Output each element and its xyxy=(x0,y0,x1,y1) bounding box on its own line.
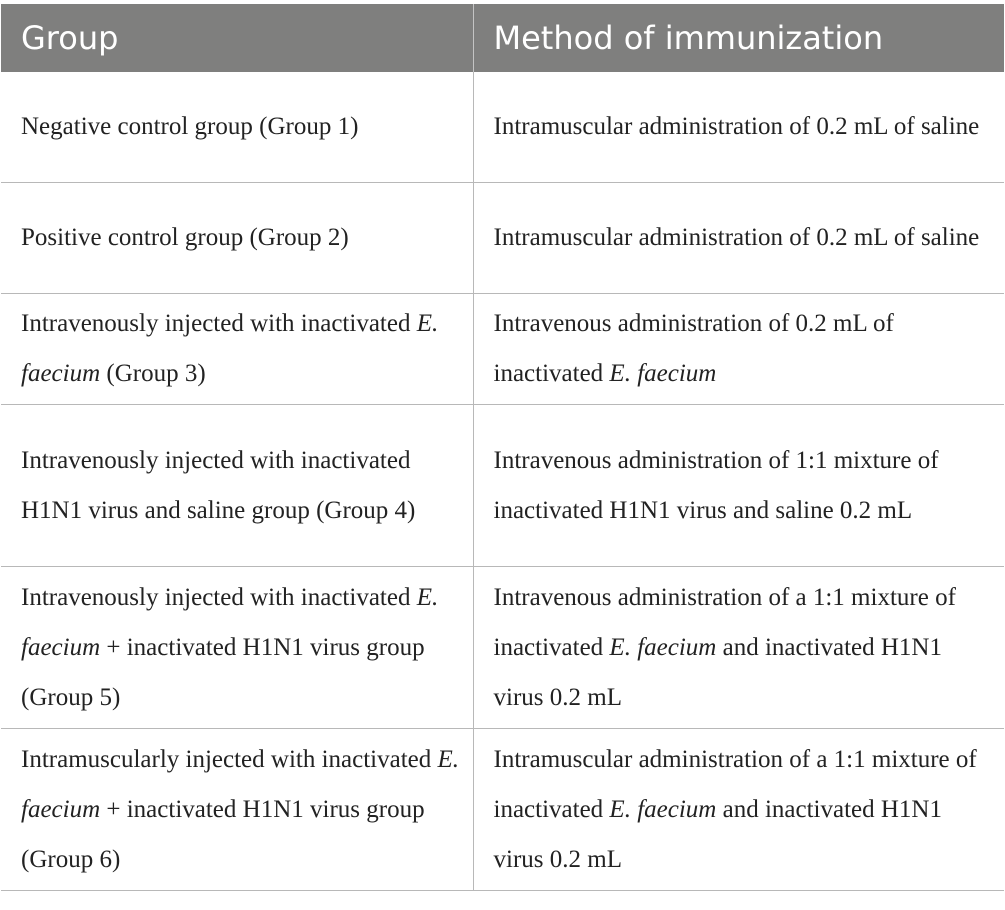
method-cell xyxy=(473,729,1004,891)
table-body xyxy=(1,72,1004,891)
column-header-group: Group xyxy=(1,4,473,72)
header-row xyxy=(1,4,1004,72)
table-row xyxy=(1,294,1004,405)
group-cell: Intravenously injected with inactivated H1N1 virus and saline group (Group 4) xyxy=(1,405,473,567)
group-text: (Group 3) xyxy=(106,360,206,387)
group-cell: Negative control group (Group 1) xyxy=(1,72,473,183)
species-name: E. faecium xyxy=(609,360,717,387)
table-header xyxy=(1,4,1004,72)
group-cell: Positive control group (Group 2) xyxy=(1,183,473,294)
method-text: Intravenous administration of a 1:1 mixture of inactivated xyxy=(493,583,956,661)
table-row xyxy=(1,72,1004,183)
group-text: Intravenously injected with inactivated xyxy=(21,310,411,337)
species-name: E. faecium xyxy=(21,583,439,661)
group-cell xyxy=(1,729,473,891)
species-name: E. faecium xyxy=(609,795,717,823)
method-cell xyxy=(473,567,1004,729)
table-row xyxy=(1,183,1004,294)
method-cell: Intramuscular administration of 0.2 mL of saline xyxy=(473,183,1004,294)
immunization-table xyxy=(1,4,1004,891)
table-row xyxy=(1,405,1004,567)
group-cell xyxy=(1,567,473,729)
method-text: Intravenous administration of 0.2 mL of inactivated xyxy=(493,310,894,387)
method-cell: Intravenous administration of 1:1 mixture of inactivated H1N1 virus and saline 0.2 mL xyxy=(473,405,1004,567)
method-cell xyxy=(473,294,1004,405)
species-name: E. faecium xyxy=(21,745,460,823)
group-text: Intravenously injected with inactivated xyxy=(21,583,411,611)
method-text: and inactivated H1N1 virus 0.2 mL xyxy=(493,795,942,873)
species-name: E. faecium xyxy=(609,633,717,661)
method-cell: Intramuscular administration of 0.2 mL of saline xyxy=(473,72,1004,183)
method-text: Intramuscular administration of a 1:1 mixture of inactivated xyxy=(493,745,977,823)
group-text: + inactivated H1N1 virus group (Group 5) xyxy=(21,633,425,711)
species-name: E. faecium xyxy=(21,310,439,387)
method-text: and inactivated H1N1 virus 0.2 mL xyxy=(493,633,942,711)
table-row xyxy=(1,567,1004,729)
table-row xyxy=(1,729,1004,891)
group-cell xyxy=(1,294,473,405)
group-text: Intramuscularly injected with inactivated xyxy=(21,745,432,773)
group-text: + inactivated H1N1 virus group (Group 6) xyxy=(21,795,425,873)
column-header-method: Method of immunization xyxy=(473,4,1004,72)
